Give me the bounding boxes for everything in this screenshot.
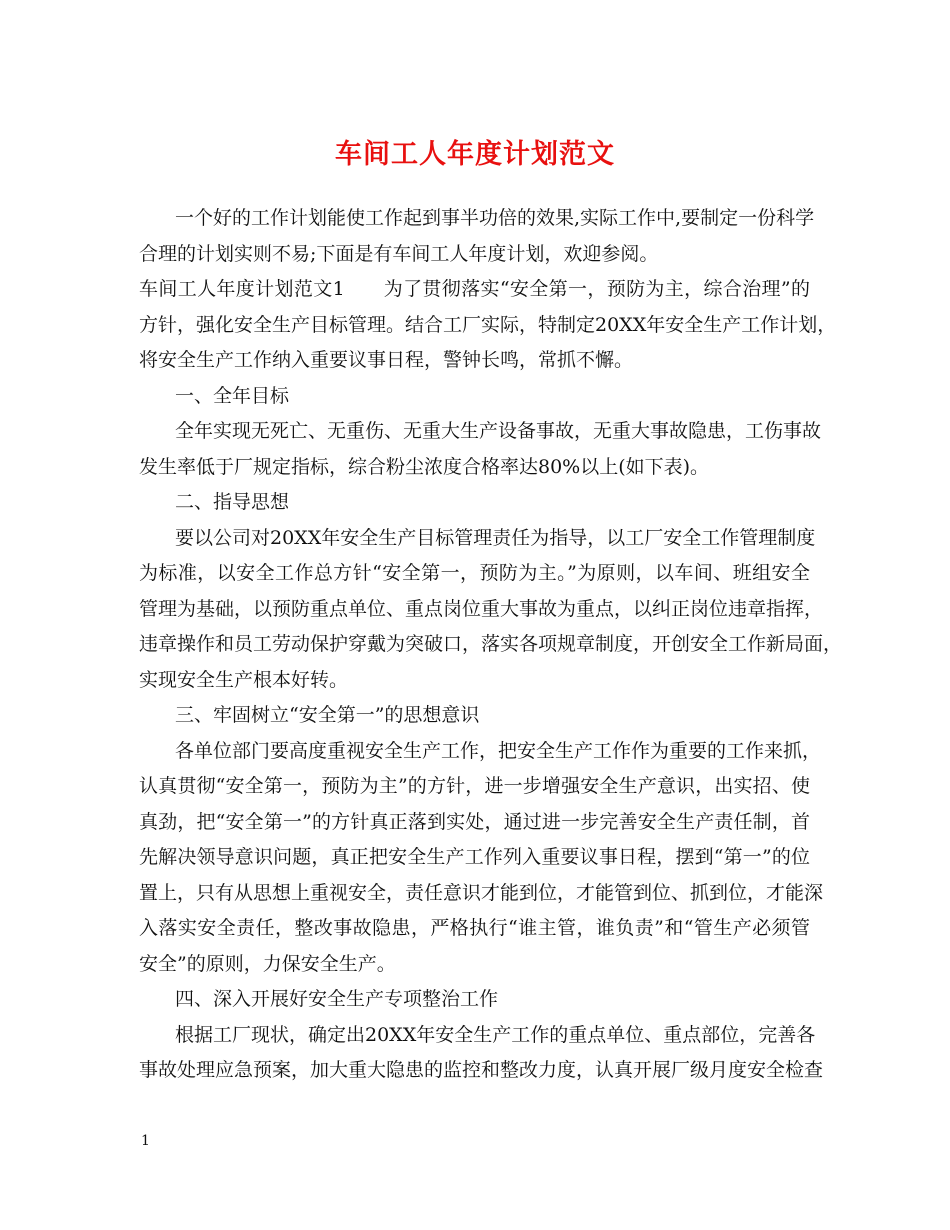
text-line: 实现安全生产根本好转。 [139, 668, 349, 691]
text-line: 安全”的原则，力保安全生产。 [139, 952, 396, 975]
document-title: 车间工人年度计划范文 [335, 139, 615, 170]
text-line: 根据工厂现状，确定出20XX年安全生产工作的重点单位、重点部位，完善各 [175, 1023, 816, 1046]
text-line: 合理的计划实则不易;下面是有车间工人年度计划，欢迎参阅。 [139, 242, 659, 265]
text-line: 置上，只有从思想上重视安全，责任意识才能到位，才能管到位、抓到位，才能深 [139, 881, 824, 904]
page-number: 1 [141, 1133, 150, 1149]
text-line: 要以公司对20XX年安全生产目标管理责任为指导，以工厂安全工作管理制度 [175, 526, 816, 549]
text-line: 方针，强化安全生产目标管理。结合工厂实际，特制定20XX年安全生产工作计划， [139, 313, 837, 336]
text-line: 各单位部门要高度重视安全生产工作，把安全生产工作作为重要的工作来抓， [175, 739, 822, 762]
text-line: 入落实安全责任，整改事故隐患，严格执行“谁主管，谁负责”和“管生产必须管 [139, 917, 810, 939]
text-line: 事故处理应急预案，加大重大隐患的监控和整改力度，认真开展厂级月度安全检查 [139, 1059, 824, 1081]
text-line: 全年实现无死亡、无重伤、无重大生产设备事故，无重大事故隐患，工伤事故 [175, 420, 822, 442]
text-line: 为标准，以安全工作总方针“安全第一，预防为主。”为原则，以车间、班组安全 [139, 562, 810, 584]
text-line: 将安全生产工作纳入重要议事日程，警钟长鸣，常抓不懈。 [139, 349, 634, 371]
text-line: 一、全年目标 [175, 384, 290, 407]
text-line: 四、深入开展好安全生产专项整治工作 [175, 988, 499, 1010]
text-line: 先解决领导意识问题，真正把安全生产工作列入重要议事日程，摆到“第一”的位 [139, 846, 810, 868]
text-line: 认真贯彻“安全第一，预防为主”的方针，进一步增强安全生产意识，出实招、使 [139, 775, 810, 797]
text-line: 二、指导思想 [175, 491, 290, 513]
text-line: 发生率低于厂规定指标，综合粉尘浓度合格率达80%以上(如下表)。 [139, 455, 710, 478]
text-line: 三、牢固树立“安全第一”的思想意识 [175, 704, 480, 726]
text-line: 车间工人年度计划范文1 为了贯彻落实“安全第一，预防为主，综合治理”的 [139, 278, 810, 300]
text-line: 真劲，把“安全第一”的方针真正落到实处，通过进一步完善安全生产责任制，首 [139, 810, 810, 833]
text-line: 管理为基础，以预防重点单位、重点岗位重大事故为重点，以纠正岗位违章指挥， [139, 597, 824, 620]
text-line: 一个好的工作计划能使工作起到事半功倍的效果,实际工作中,要制定一份科学 [175, 207, 815, 229]
text-line: 违章操作和员工劳动保护穿戴为突破口，落实各项规章制度，开创安全工作新局面， [139, 633, 843, 655]
